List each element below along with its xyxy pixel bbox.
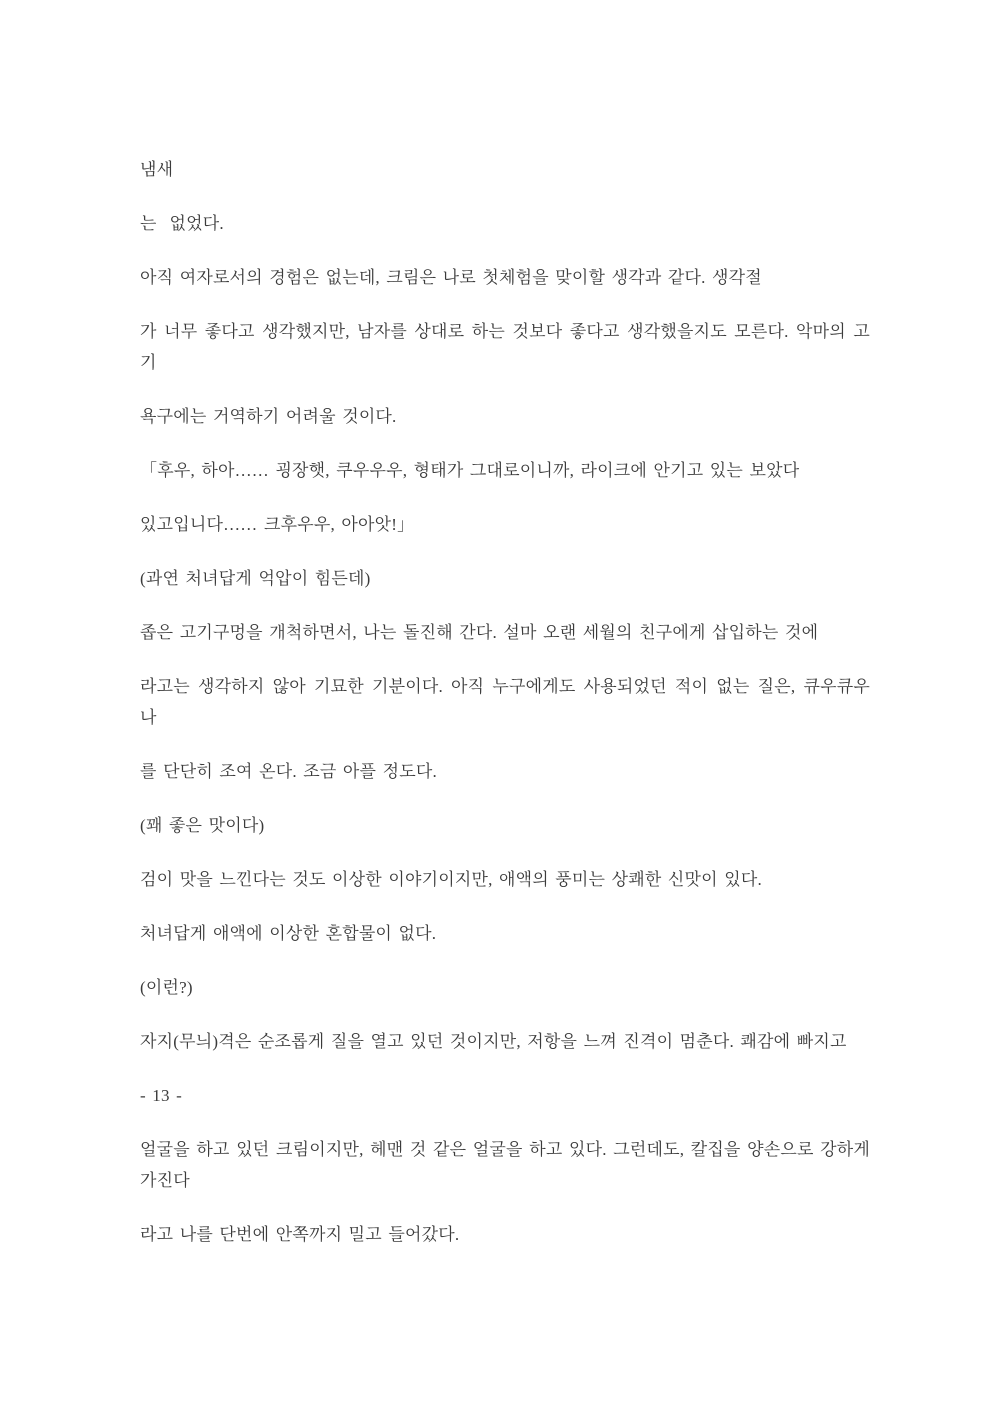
- paragraph: 욕구에는 거역하기 어려울 것이다.: [140, 407, 397, 426]
- paragraph: 냄새: [140, 160, 174, 179]
- paragraph-thought: (꽤 좋은 맛이다): [140, 816, 265, 835]
- paragraph: 검이 맛을 느낀다는 것도 이상한 이야기이지만, 애액의 풍미는 상쾌한 신맛이 있다.: [140, 870, 762, 889]
- paragraph: 를 단단히 조여 온다. 조금 아플 정도다.: [140, 762, 437, 781]
- paragraph-thought: (과연 처녀답게 억압이 힘든데): [140, 569, 371, 588]
- paragraph-dialogue: 있고입니다…… 크후우우, 아아앗!」: [140, 515, 415, 534]
- paragraph-thought: (이런?): [140, 978, 193, 997]
- paragraph: 좁은 고기구멍을 개척하면서, 나는 돌진해 간다. 설마 오랜 세월의 친구에게 삽입하는 것에: [140, 623, 819, 642]
- paragraph: 아직 여자로서의 경험은 없는데, 크림은 나로 첫체험을 맞이할 생각과 같다. 생각절: [140, 268, 762, 287]
- paragraph: 라고는 생각하지 않아 기묘한 기분이다. 아직 누구에게도 사용되었던 적이 없는 질은, 큐우큐우 나: [140, 677, 877, 727]
- page-number: - 13 -: [140, 1086, 183, 1105]
- paragraph: 자지(무늬)격은 순조롭게 질을 열고 있던 것이지만, 저항을 느껴 진격이 멈춘다. 쾌감에 빠지고: [140, 1032, 847, 1051]
- paragraph: 처녀답게 애액에 이상한 혼합물이 없다.: [140, 924, 437, 943]
- paragraph: 가 너무 좋다고 생각했지만, 남자를 상대로 하는 것보다 좋다고 생각했을지도 모른다. 악마의 고기: [140, 322, 870, 372]
- paragraph: 는 없었다.: [140, 214, 224, 233]
- paragraph-dialogue: 「후우, 하아…… 굉장햇, 쿠우우우, 형태가 그대로이니까, 라이크에 안기고 있는 보았다: [140, 461, 800, 480]
- paragraph: 얼굴을 하고 있던 크림이지만, 헤맨 것 같은 얼굴을 하고 있다. 그런데도, 칼집을 양손으로 강하게 가진다: [140, 1140, 877, 1190]
- paragraph: 라고 나를 단번에 안쪽까지 밀고 들어갔다.: [140, 1225, 460, 1244]
- text-column: [140, 154, 877, 1273]
